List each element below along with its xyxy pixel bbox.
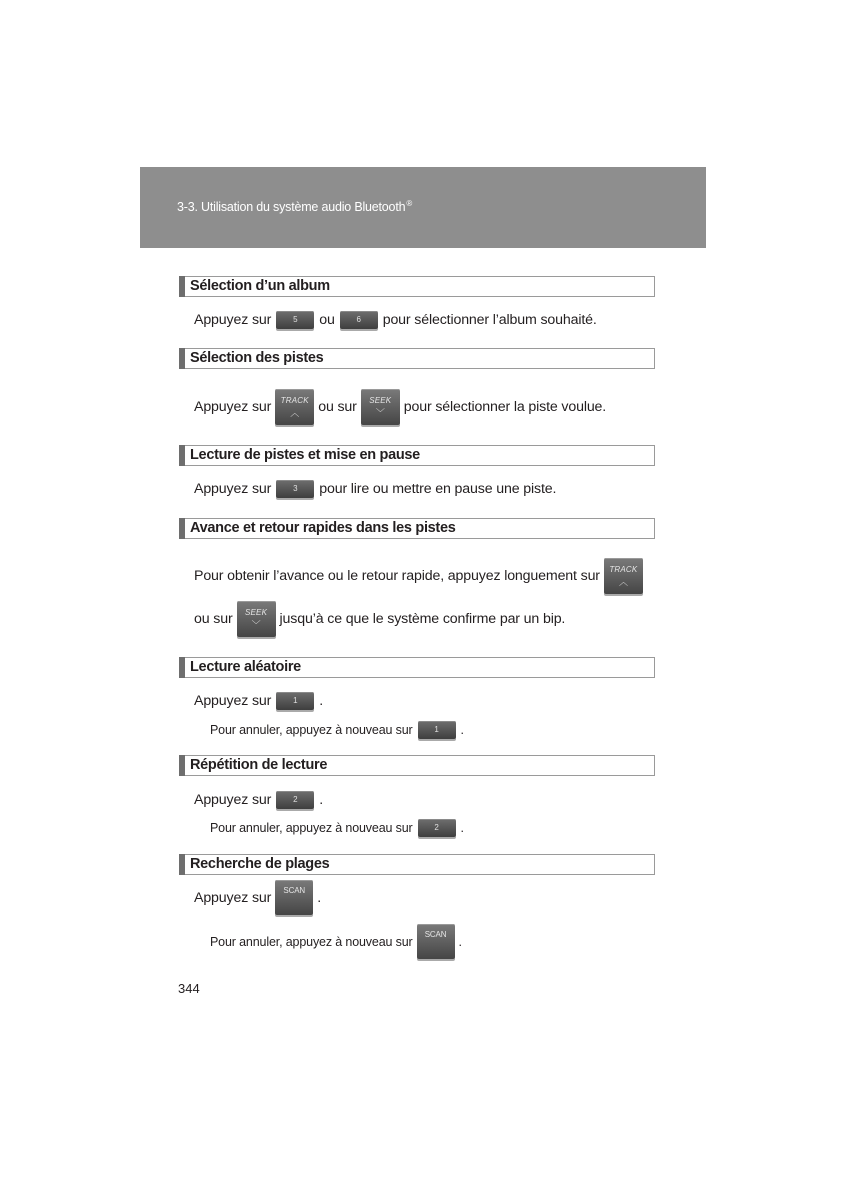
chapter-header-band (140, 167, 706, 248)
fast-forward-instruction-line1: Pour obtenir l’avance ou le retour rapide, appuyez longuement sur TRACK ︿ (194, 558, 647, 594)
chevron-down-icon: ﹀ (375, 408, 385, 418)
section-title: Sélection des pistes (190, 350, 324, 366)
random-instruction: Appuyez sur 1 . (194, 693, 324, 709)
section-bar (179, 445, 185, 466)
chapter-title: 3-3. Utilisation du système audio Bluetooth® (177, 199, 413, 215)
seek-down-button[interactable]: SEEK ﹀ (361, 389, 400, 425)
scan-cancel-note: Pour annuler, appuyez à nouveau sur SCAN . (210, 924, 462, 959)
section-title: Avance et retour rapides dans les pistes (190, 520, 456, 536)
section-heading-fast-forward (179, 518, 655, 539)
scan-button[interactable]: SCAN (275, 880, 313, 915)
section-title: Lecture de pistes et mise en pause (190, 447, 420, 463)
section-bar (179, 276, 185, 297)
chevron-up-icon: ︿ (290, 408, 300, 418)
play-pause-instruction: Appuyez sur 3 pour lire ou mettre en pause une piste. (194, 481, 557, 497)
registered-mark: ® (406, 199, 413, 208)
section-title: Lecture aléatoire (190, 659, 301, 675)
preset-2-button[interactable]: 2 (418, 819, 456, 837)
section-heading-album (179, 276, 655, 297)
tracks-instruction: Appuyez sur TRACK ︿ ou sur SEEK ﹀ pour sélectionner la piste voulue. (194, 389, 606, 425)
section-heading-repeat (179, 755, 655, 776)
random-cancel-note: Pour annuler, appuyez à nouveau sur 1 . (210, 723, 464, 737)
preset-6-button[interactable]: 6 (340, 311, 378, 329)
section-heading-play-pause (179, 445, 655, 466)
section-bar (179, 518, 185, 539)
track-up-button[interactable]: TRACK ︿ (604, 558, 643, 594)
section-bar (179, 854, 185, 875)
preset-3-button[interactable]: 3 (276, 480, 314, 498)
album-instruction: Appuyez sur 5 ou 6 pour sélectionner l’album souhaité. (194, 312, 597, 328)
preset-2-button[interactable]: 2 (276, 791, 314, 809)
section-bar (179, 755, 185, 776)
section-bar (179, 657, 185, 678)
repeat-instruction: Appuyez sur 2 . (194, 792, 324, 808)
repeat-cancel-note: Pour annuler, appuyez à nouveau sur 2 . (210, 821, 464, 835)
page-number: 344 (178, 981, 200, 996)
section-bar (179, 348, 185, 369)
track-up-button[interactable]: TRACK ︿ (275, 389, 314, 425)
chevron-down-icon: ﹀ (251, 620, 261, 630)
scan-instruction: Appuyez sur SCAN . (194, 880, 321, 915)
preset-1-button[interactable]: 1 (276, 692, 314, 710)
section-heading-scan (179, 854, 655, 875)
chevron-up-icon: ︿ (618, 577, 628, 587)
section-title: Sélection d’un album (190, 278, 330, 294)
scan-button[interactable]: SCAN (417, 924, 455, 959)
section-title: Répétition de lecture (190, 757, 328, 773)
fast-forward-instruction-line2: ou sur SEEK ﹀ jusqu’à ce que le système confirme par un bip. (194, 601, 565, 637)
seek-down-button[interactable]: SEEK ﹀ (237, 601, 276, 637)
section-title: Recherche de plages (190, 856, 330, 872)
section-heading-random (179, 657, 655, 678)
preset-5-button[interactable]: 5 (276, 311, 314, 329)
section-heading-tracks (179, 348, 655, 369)
preset-1-button[interactable]: 1 (418, 721, 456, 739)
